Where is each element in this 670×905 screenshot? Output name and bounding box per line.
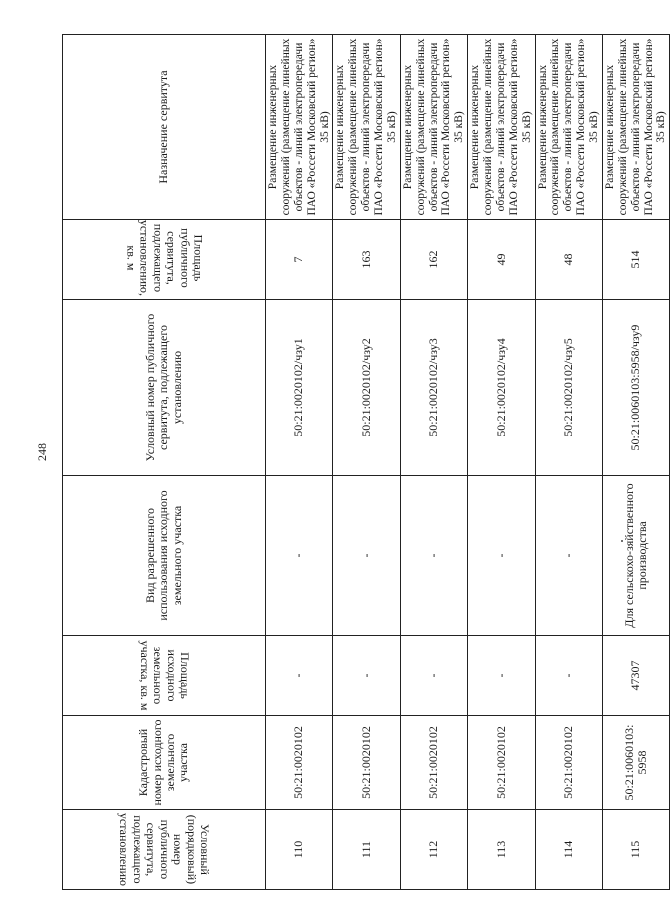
cell-parcel-area: 47307: [602, 636, 669, 716]
cell-parcel-area: -: [266, 636, 333, 716]
table-row: [400, 35, 467, 890]
cell-permitted-use: Для сельскохо-зяйственного производства: [602, 476, 669, 636]
table-row: [602, 35, 669, 890]
header-servitude-area: Площадь публичного сервитута, подлежащего установлению, кв. м: [63, 220, 266, 300]
cell-permitted-use: -: [400, 476, 467, 636]
page-number: 248: [34, 443, 49, 461]
cell-permitted-use: -: [266, 476, 333, 636]
cell-serv-number: 111: [333, 810, 400, 890]
header-serv-number: Условный (порядковый) номер публичного сервитута, подлежащего установлению: [63, 810, 266, 890]
cell-cadastral: 50:21:0020102: [400, 716, 467, 810]
cell-servitude-area: 514: [602, 220, 669, 300]
cell-conditional-number: 50:21:0020102/чзу3: [400, 300, 467, 476]
cell-conditional-number: 50:21:0020102/чзу5: [535, 300, 602, 476]
cell-purpose: Размещение инженерных сооружений (размещение линейных объектов - линий электропередачи ПАО «Россети Московский регион» 35 кВ): [266, 35, 333, 220]
cell-conditional-number: 50:21:0020102/чзу2: [333, 300, 400, 476]
header-cadastral: Кадастровый номер исходного земельного участка: [63, 716, 266, 810]
cell-parcel-area: -: [535, 636, 602, 716]
cell-purpose: Размещение инженерных сооружений (размещение линейных объектов - линий электропередачи ПАО «Россети Московский регион» 35 кВ): [602, 35, 669, 220]
cell-conditional-number: 50:21:0020102/чзу1: [266, 300, 333, 476]
cell-parcel-area: -: [468, 636, 535, 716]
cell-servitude-area: 49: [468, 220, 535, 300]
cell-conditional-number: 50:21:0020102/чзу4: [468, 300, 535, 476]
servitude-table: [62, 34, 670, 890]
cell-purpose: Размещение инженерных сооружений (размещение линейных объектов - линий электропередачи ПАО «Россети Московский регион» 35 кВ): [535, 35, 602, 220]
cell-serv-number: 113: [468, 810, 535, 890]
cell-purpose: Размещение инженерных сооружений (размещение линейных объектов - линий электропередачи ПАО «Россети Московский регион» 35 кВ): [400, 35, 467, 220]
cell-cadastral: 50:21:0020102: [468, 716, 535, 810]
cell-serv-number: 114: [535, 810, 602, 890]
cell-servitude-area: 7: [266, 220, 333, 300]
cell-cadastral: 50:21:0020102: [535, 716, 602, 810]
cell-parcel-area: -: [400, 636, 467, 716]
cell-permitted-use: -: [468, 476, 535, 636]
cell-conditional-number: 50:21:0060103:5958/чзу9: [602, 300, 669, 476]
cell-serv-number: 115: [602, 810, 669, 890]
cell-serv-number: 110: [266, 810, 333, 890]
cell-purpose: Размещение инженерных сооружений (размещение линейных объектов - линий электропередачи ПАО «Россети Московский регион» 35 кВ): [333, 35, 400, 220]
cell-serv-number: 112: [400, 810, 467, 890]
cell-permitted-use: -: [333, 476, 400, 636]
table-header-row: [63, 35, 266, 890]
header-conditional-number: Условный номер публичного сервитута, подлежащего установлению: [63, 300, 266, 476]
table-row: [468, 35, 535, 890]
cell-servitude-area: 162: [400, 220, 467, 300]
table-row: [333, 35, 400, 890]
rotated-table-wrapper: [62, 35, 668, 890]
cell-cadastral: 50:21:0060103: 5958: [602, 716, 669, 810]
cell-servitude-area: 48: [535, 220, 602, 300]
header-parcel-area: Площадь исходного земельного участка, кв. м: [63, 636, 266, 716]
cell-cadastral: 50:21:0020102: [333, 716, 400, 810]
document-sheet: [62, 35, 668, 890]
cell-cadastral: 50:21:0020102: [266, 716, 333, 810]
header-purpose: Назначение сервитута: [63, 35, 266, 220]
table-row: [535, 35, 602, 890]
cell-purpose: Размещение инженерных сооружений (размещение линейных объектов - линий электропередачи ПАО «Россети Московский регион» 35 кВ): [468, 35, 535, 220]
cell-servitude-area: 163: [333, 220, 400, 300]
cell-permitted-use: -: [535, 476, 602, 636]
header-permitted-use: Вид разрешенного использования исходного земельного участка: [63, 476, 266, 636]
table-row: [266, 35, 333, 890]
cell-parcel-area: -: [333, 636, 400, 716]
